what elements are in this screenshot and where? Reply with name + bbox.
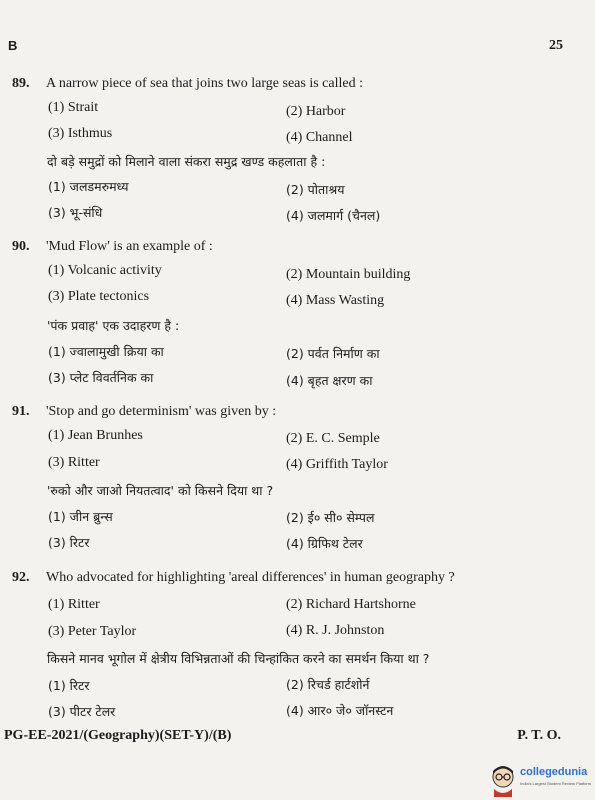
question-text-hi: दो बड़े समुद्रों को मिलाने वाला संकरा समुद्र खण्ड कहलाता है :: [47, 154, 326, 169]
question-text-en: [12, 404, 276, 420]
option-en: (4) Griffith Taylor: [286, 457, 388, 472]
option-en: (2) Mountain building: [286, 267, 411, 282]
option-en: (1) Ritter: [48, 597, 100, 612]
option-en: (3) Peter Taylor: [48, 624, 137, 639]
option-hi: (1) ज्वालामुखी क्रिया का: [48, 344, 164, 359]
option-hi: (3) पीटर टेलर: [48, 704, 116, 719]
question-text-hi: 'रुको और जाओ नियतत्वाद' को किसने दिया था ?: [47, 483, 274, 498]
question-number: 92.: [12, 570, 30, 585]
option-en: (1) Volcanic activity: [48, 263, 162, 278]
question-stem: 'Mud Flow' is an example of :: [46, 239, 213, 254]
option-hi: (3) प्लेट विवर्तनिक का: [48, 370, 154, 385]
question-stem: A narrow piece of sea that joins two large seas is called :: [46, 76, 363, 91]
option-hi: (2) पर्वत निर्माण का: [286, 346, 380, 361]
option-hi: (2) पोताश्रय: [286, 182, 345, 197]
brand-tagline: India's Largest Student Review Platform: [520, 781, 592, 786]
option-en: (1) Strait: [48, 100, 99, 115]
option-en: (1) Jean Brunhes: [48, 428, 143, 443]
option-hi: (1) जीन ब्रुन्स: [48, 509, 113, 524]
option-hi: (3) रिटर: [48, 535, 90, 550]
paper-code: PG-EE-2021/(Geography)(SET-Y)/(B): [4, 728, 232, 743]
option-en: (4) R. J. Johnston: [286, 623, 385, 638]
option-en: (2) Richard Hartshorne: [286, 597, 416, 612]
option-en: (3) Ritter: [48, 455, 100, 470]
collegedunia-logo: [486, 760, 595, 800]
set-letter: B: [8, 38, 18, 53]
question-text-hi: किसने मानव भूगोल में क्षेत्रीय विभिन्नताओं की चिन्हांकित करने का समर्थन किया था ?: [47, 651, 430, 666]
option-en: (3) Isthmus: [48, 126, 113, 141]
question-text-en: [12, 76, 363, 92]
question-text-hi: 'पंक प्रवाह' एक उदाहरण है :: [47, 318, 180, 333]
brand-name: collegedunia: [520, 766, 588, 778]
question-stem: 'Stop and go determinism' was given by :: [46, 404, 277, 419]
question-stem: Who advocated for highlighting 'areal differences' in human geography ?: [46, 570, 455, 585]
option-en: (4) Mass Wasting: [286, 293, 385, 308]
option-hi: (1) जलडमरुमध्य: [48, 179, 129, 194]
option-hi: (4) जलमार्ग (चैनल): [286, 208, 381, 223]
option-hi: (2) रिचर्ड हार्टशोर्न: [286, 677, 370, 692]
option-en: (4) Channel: [286, 130, 353, 145]
option-hi: (4) ग्रिफिथ टेलर: [286, 536, 363, 551]
option-en: (2) Harbor: [286, 104, 346, 119]
question-number: 89.: [12, 76, 30, 91]
question-text-en: [12, 570, 455, 586]
page-number: 25: [549, 38, 563, 53]
student-mascot-icon: [488, 763, 518, 797]
option-hi: (2) ई० सी० सेम्पल: [286, 510, 375, 525]
pto-label: P. T. O.: [517, 728, 561, 743]
option-hi: (3) भू-संधि: [48, 205, 103, 220]
question-text-en: [12, 239, 213, 255]
option-hi: (4) आर० जे० जॉनस्टन: [286, 703, 394, 718]
option-hi: (1) रिटर: [48, 678, 90, 693]
option-en: (2) E. C. Semple: [286, 431, 380, 446]
option-hi: (4) बृहत क्षरण का: [286, 373, 373, 388]
question-number: 90.: [12, 239, 30, 254]
option-en: (3) Plate tectonics: [48, 289, 150, 304]
question-number: 91.: [12, 404, 30, 419]
